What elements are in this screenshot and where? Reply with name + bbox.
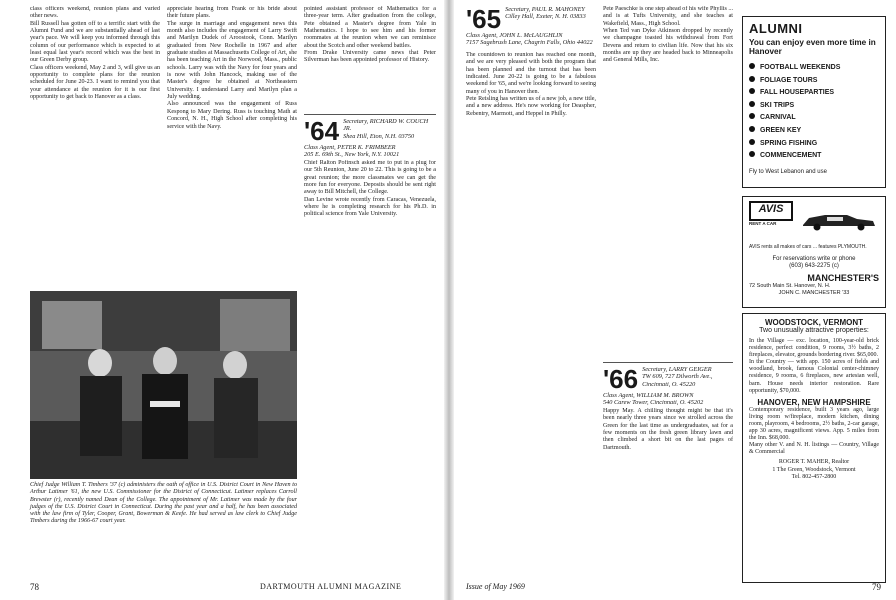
list-item: SKI TRIPS — [749, 100, 879, 113]
avis-ad — [742, 196, 886, 308]
left-page-number: 78 — [30, 582, 39, 592]
column-2-text: appreciate hearing from Frank or his bride about their future plans. The surge in marriage and engagement news this month also includes the engagement of Larry Swift and Marilyn Dudek of Aroostook, Conn. Marilyn graduated from New Rochelle in 1967 and after graduate studies at Massachusetts College of Art, she has been teaching Art in the Norwood, Mass., public schools. Larry was with the Navy for four years and is now with John Hancock, making use of the Master's degree he obtained at Northeastern University. I understand Larry and Marilyn plan a July wedding. Also announced was the engagement of Russ Kespong to Mary Dering. Russ is touching Math at Concord, N. H., High School after completing his service with the Navy. — [167, 6, 297, 130]
bullet-icon — [749, 76, 755, 82]
class-64-address: Shea Hill, Eton, N.H. 03750 — [343, 132, 415, 140]
column-3-top-text: pointed assistant professor of Mathematics for a three-year term. After graduation from the college, Pete obtained a Master's degree from Yale in Mathematics. I hope to see him and his former roommates at the reunion when we can reminisce about the Scotch and other weekend battles. From Drake University came news that Peter Silverman has been appointed professor of History. — [304, 6, 436, 64]
class-65-secretary: Secretary, PAUL R. MAHONEY — [505, 6, 585, 13]
bullet-icon — [749, 88, 755, 94]
realtor-phone: Tel. 802-457-2800 — [791, 473, 837, 480]
realtor-hanover-text: Contemporary residence, built 3 years ago, large living room w/fireplace, modern kitchen, dining room, playroom, 4 bedrooms, 2½ baths, 2-car garage, app 30 acres, magnificent views. App. 5 miles from the Inn. $68,000. Many other V. and N. H. listings — Country, Village & Commercial — [749, 406, 879, 456]
magazine-title: DARTMOUTH ALUMNI MAGAZINE — [260, 582, 402, 591]
realtor-heading-woodstock: WOODSTOCK, VERMONT — [764, 318, 864, 327]
avis-fleet-text: AVIS rents all makes of cars ... features PLYMOUTH. — [749, 244, 867, 250]
alumni-ad-title: ALUMNI — [749, 21, 803, 36]
class-66-numeral: '66 — [603, 364, 639, 394]
avis-phone: (603) 643-2275 (c) — [789, 263, 839, 269]
alumni-ad-list — [749, 62, 879, 163]
bullet-icon — [749, 63, 755, 69]
alumni-travel-ad — [742, 16, 886, 188]
column-3-text: Chief Ralton Pofinsch asked me to put in a plug for our 5th Reunion, June 20 to 22. This is going to be a great reunion; the more classmates we can get the more fun for everyone. Deposits should be sent right away to Bill Mitchell, the College. Dan Levine wrote recently from Caracas, Venezuela, where he is completing research for his Ph.D. in political science from Yale University. — [304, 160, 436, 218]
column-4-text: The countdown to reunion has reached one month, and we are very pleased with both the program that has been planned and the turnout that has been indicated. June 20-22 is going to be a fabulous weekend for '65, and we're looking forward to seeing many of you in Hanover then. Pete Reisling has written us of a new job, a new title, and a new address. He's now working for Deaspher, Rebentry, Marmott, and Heppel in Philly. — [466, 52, 596, 117]
column-1-text: class officers weekend, reunion plans and varied other news. Bill Russell has gotten off to a terrific start with the Alumni Fund and we are substantially ahead of last year's pace. We will keep you informed through this column of our performance which is expected to at least equal last year's record which was the best in our Green Derby group. Class officers weekend, May 2 and 3, will give us an opportunity to complete plans for the reunion scheduled for June 20-23. I want to remind you that your attendance at the reunion for it is our first opportunity to get back to Hanover as a class. — [30, 6, 160, 101]
avis-logo: AVIS — [749, 201, 793, 221]
list-item: FOOTBALL WEEKENDS — [749, 62, 879, 75]
alumni-ad-subtitle: You can enjoy even more time in Hanover — [749, 38, 876, 56]
class-65-agent: Class Agent, JOHN L. McLAUGHLIN — [466, 32, 563, 39]
realtor-name: ROGER T. MAHER, Realtor — [778, 459, 850, 466]
class-66-agent: Class Agent, WILLIAM M. BROWN — [603, 392, 694, 399]
avis-dealer: MANCHESTER'S — [807, 273, 879, 283]
realtor-subheading: Two unusually attractive properties: — [759, 327, 869, 334]
class-66-secretary: Secretary, LARRY GEIGER — [642, 366, 712, 373]
list-item: FALL HOUSEPARTIES — [749, 87, 879, 100]
class-65-address: Cilley Hall, Exeter, N. H. 03833 — [505, 13, 586, 21]
class-66-agent-address: 540 Carew Tower, Cincinnati, O. 45202 — [603, 399, 704, 407]
class-66-header — [603, 362, 733, 407]
class-64-agent: Class Agent, PETER K. FRIMBEER — [304, 144, 396, 151]
list-item: SPRING FISHING — [749, 138, 879, 151]
class-64-numeral: '64 — [304, 116, 340, 146]
list-item: CARNIVAL — [749, 112, 879, 125]
bullet-icon — [749, 113, 755, 119]
column-5-bottom-text: Happy May. A chilling thought might be that it's been nearly three years since we strolled across the Green for the last time as undergraduates, sat for a few moments on the fresh green library lawn and then climbed a short bit on the last pages of Dartmouth. — [603, 408, 733, 451]
class-66-address: TW 609, 727 Dilworth Ave., Cincinnati, O. 45220 — [642, 373, 713, 388]
list-item: COMMENCEMENT — [749, 150, 879, 163]
realtor-heading-hanover: HANOVER, NEW HAMPSHIRE — [757, 397, 871, 407]
realtor-address: 1 The Green, Woodstock, Vermont — [772, 466, 856, 473]
issue-label: Issue of May 1969 — [466, 582, 525, 591]
realtor-woodstock-text: In the Village — exc. location, 100-year-old brick residence, perfect condition, 9 rooms, 3½ baths, 2 fireplaces, elevator, grounds bordering river. $65,000. In the Country — with app. 150 acres of fields and woodland, brook, famous Colonial center-chimney residence, 9 rooms, 6 fireplaces, new artesian well, barn. House needs interior restoration. Rare opportunity, $70,000. — [749, 338, 879, 394]
right-page-number: 79 — [872, 582, 881, 592]
bullet-icon — [749, 139, 755, 145]
car-icon — [799, 209, 879, 231]
class-65-header — [466, 6, 596, 47]
alumni-ad-note: Fly to West Lebanon and use — [749, 168, 827, 175]
page-gutter — [444, 0, 454, 600]
class-64-secretary: Secretary, RICHARD W. COUCH JR. — [343, 118, 429, 133]
list-item: GREEN KEY — [749, 125, 879, 138]
avis-owner: JOHN C. MANCHESTER '33 — [778, 289, 850, 296]
realtor-ad — [742, 313, 886, 583]
class-65-numeral: '65 — [466, 4, 502, 34]
class-64-agent-address: 205 E. 69th St., New York, N.Y. 10021 — [304, 151, 400, 159]
avis-logo-sub: RENT A CAR — [749, 221, 777, 226]
photo-caption: Chief Judge William T. Timbers '37 (c) administers the oath of office in U.S. District Court in New Haven to Arthur Latimer '61, the new U.S. Commissioner for the District of Connecticut. Latimer replaces Carroll Brewster (r), recently named Dean of the College. The appointment of Mr. Latimer was made by the four judges of the U.S. District Court in Connecticut. During the past year and a half, he has been associated with the law firm of Tyler, Cooper, Grant, Bowerman & Keefe. He had served as law clerk to Chief Judge Timbers during the 1966-67 court year. — [30, 482, 297, 525]
class-64-header — [304, 114, 436, 159]
column-5-text: Pete Paeschke is one step ahead of his wife Phyllis ... and is at Tufts University, and she teaches at Wakefield, Mass., High School. When Ted van Dyke Atkinson dropped by recently we champagne toasted his withdrawal from Fort Devens and return to civilian life. Now that his six months are up they are headed back to Minneapolis and General Mills, Inc. — [603, 6, 733, 64]
bullet-icon — [749, 101, 755, 107]
avis-reserve-text: For reservations write or phone — [772, 256, 856, 262]
class-65-agent-address: 7157 Sagebrush Lane, Chagrin Falls, Ohio 44022 — [466, 39, 593, 47]
bullet-icon — [749, 126, 755, 132]
avis-address: 72 South Main St. Hanover, N. H. — [749, 283, 831, 289]
bullet-icon — [749, 151, 755, 157]
list-item: FOLIAGE TOURS — [749, 75, 879, 88]
